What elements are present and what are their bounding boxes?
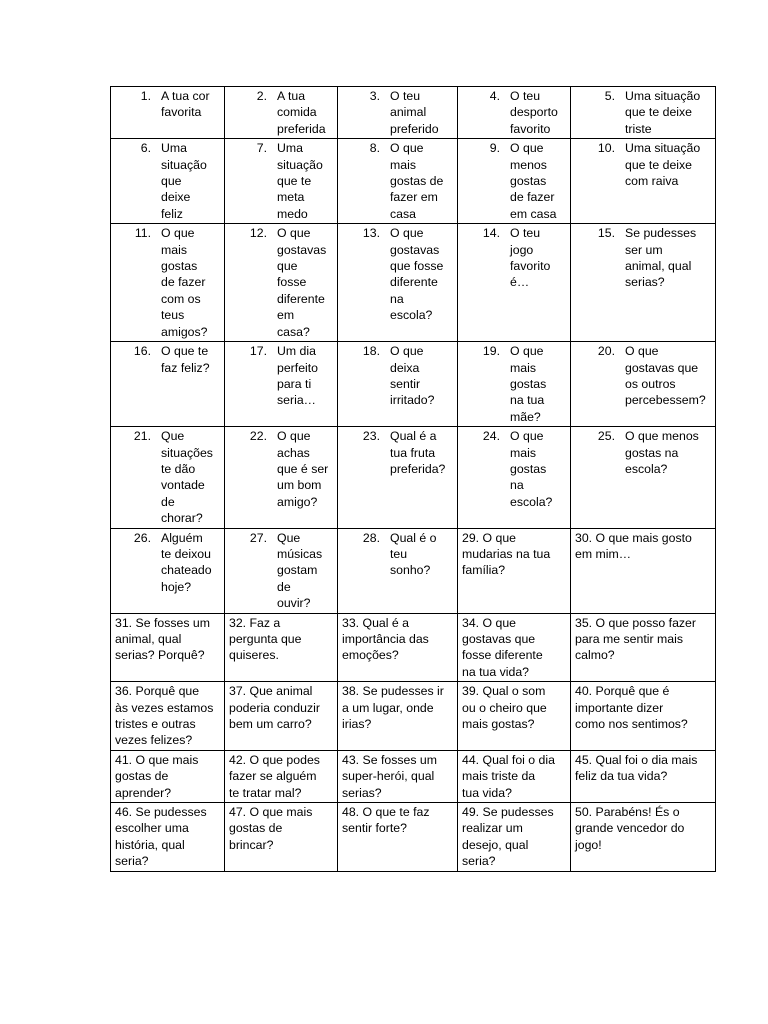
question-cell	[458, 682, 571, 751]
table-row	[111, 528, 716, 613]
table-row	[111, 682, 716, 751]
question-text: O que gostavas que os outros percebessem?	[625, 344, 706, 408]
question-text: O que menos gostas de fazer em casa	[510, 141, 557, 221]
question-text: 46. Se pudesses escolher uma história, qual seria?	[115, 805, 207, 869]
question-cell	[338, 682, 458, 751]
question-cell	[225, 682, 338, 751]
question-cell	[458, 427, 571, 528]
question-text: O que gostavas que fosse diferente em casa?	[277, 226, 327, 339]
question-number: 12.	[249, 226, 267, 241]
question-text: 30. O que mais gosto em mim…	[575, 530, 692, 561]
question-cell	[458, 139, 571, 224]
question-item	[115, 140, 220, 222]
table-row	[111, 342, 716, 427]
question-item	[229, 530, 333, 612]
question-text: 34. O que gostavas que fosse diferente na tua vida?	[462, 615, 543, 679]
question-cell	[225, 342, 338, 427]
question-cell	[458, 87, 571, 139]
question-item	[342, 428, 453, 477]
question-cell	[111, 87, 225, 139]
question-text: 33. Qual é a importância das emoções?	[342, 615, 429, 663]
question-text: Que músicas gostam de ouvir?	[277, 530, 323, 611]
question-text: Qual é a tua fruta preferida?	[390, 429, 446, 476]
question-text: Que situações te dão vontade de chorar?	[161, 429, 213, 526]
question-item	[575, 225, 711, 291]
question-text: A tua cor favorita	[161, 89, 210, 120]
question-cell	[458, 342, 571, 427]
question-text: 35. O que posso fazer para me sentir mais calmo?	[575, 615, 696, 663]
question-item	[462, 428, 566, 510]
question-number: 28.	[362, 530, 380, 545]
table-row	[111, 803, 716, 872]
question-text: Uma situação que te deixe com raiva	[625, 141, 701, 189]
question-text: Um dia perfeito para ti seria…	[277, 344, 319, 408]
question-text: 48. O que te faz sentir forte?	[342, 805, 430, 836]
question-cell	[338, 613, 458, 682]
question-cell	[458, 750, 571, 802]
question-item	[342, 343, 453, 409]
question-text: 40. Porquê que é importante dizer como nos sentimos?	[575, 684, 688, 732]
question-number: 7.	[256, 141, 267, 156]
question-cell	[225, 139, 338, 224]
question-cell	[571, 682, 716, 751]
question-number: 18.	[362, 344, 380, 359]
question-text: O que mais gostas de fazer em casa	[390, 141, 444, 221]
question-item	[462, 140, 566, 222]
question-text: O que te faz feliz?	[161, 344, 210, 375]
questions-table-body	[111, 87, 716, 872]
question-number: 10.	[597, 141, 615, 156]
question-cell	[571, 750, 716, 802]
question-cell	[458, 613, 571, 682]
question-number: 5.	[604, 89, 615, 103]
question-cell	[571, 87, 716, 139]
question-number: 19.	[482, 344, 500, 359]
question-number: 25.	[597, 429, 615, 444]
question-text: 31. Se fosses um animal, qual serias? Porquê?	[115, 615, 211, 663]
questions-table	[110, 86, 716, 872]
question-item	[115, 225, 220, 340]
question-text: 43. Se fosses um super-herói, qual serias?	[342, 752, 438, 800]
question-text: O que deixa sentir irritado?	[390, 344, 435, 408]
question-cell	[338, 427, 458, 528]
question-text: O que mais gostas de fazer com os teus amigos?	[161, 226, 208, 339]
question-cell	[111, 803, 225, 872]
question-cell	[111, 750, 225, 802]
question-cell	[111, 528, 225, 613]
table-row	[111, 87, 716, 139]
question-text: Se pudesses ser um animal, qual serias?	[625, 226, 697, 290]
question-text: Uma situação que te deixe triste	[625, 89, 701, 136]
question-item	[115, 88, 220, 121]
question-number: 1.	[140, 89, 151, 103]
question-text: O que menos gostas na escola?	[625, 429, 699, 476]
question-cell	[111, 427, 225, 528]
table-row	[111, 613, 716, 682]
question-number: 15.	[597, 226, 615, 241]
question-item	[115, 343, 220, 376]
question-text: O que gostavas que fosse diferente na escola?	[390, 226, 444, 323]
question-text: 49. Se pudesses realizar um desejo, qual seria?	[462, 805, 554, 869]
question-cell	[338, 224, 458, 342]
question-number: 23.	[362, 429, 380, 444]
question-number: 11.	[134, 226, 151, 241]
question-item	[229, 140, 333, 222]
question-number: 24.	[482, 429, 500, 444]
question-number: 8.	[369, 141, 380, 156]
question-item	[342, 225, 453, 323]
question-cell	[111, 342, 225, 427]
question-number: 17.	[249, 344, 267, 359]
question-text: 37. Que animal poderia conduzir bem um carro?	[229, 684, 320, 732]
question-cell	[111, 139, 225, 224]
question-cell	[458, 224, 571, 342]
question-item	[575, 428, 711, 477]
question-item	[462, 343, 566, 425]
table-row	[111, 139, 716, 224]
question-text: 39. Qual o som ou o cheiro que mais gostas?	[462, 684, 547, 732]
question-number: 21.	[133, 429, 151, 444]
question-text: 50. Parabéns! És o grande vencedor do jogo!	[575, 805, 685, 852]
question-text: O teu jogo favorito é…	[510, 226, 551, 290]
question-item	[115, 530, 220, 596]
question-item	[115, 428, 220, 526]
question-number: 2.	[256, 89, 267, 103]
question-cell	[458, 528, 571, 613]
question-cell	[338, 342, 458, 427]
question-text: 36. Porquê que às vezes estamos tristes e outras vezes felizes?	[115, 684, 214, 748]
question-text: 29. O que mudarias na tua família?	[462, 530, 551, 578]
question-cell	[571, 427, 716, 528]
question-number: 14.	[482, 226, 500, 241]
question-cell	[225, 528, 338, 613]
question-number: 22.	[249, 429, 267, 444]
question-cell	[338, 803, 458, 872]
question-item	[229, 225, 333, 340]
question-text: O que mais gostas na tua mãe?	[510, 344, 547, 424]
question-item	[229, 428, 333, 510]
question-cell	[571, 139, 716, 224]
question-number: 26.	[133, 530, 151, 545]
question-number: 3.	[369, 89, 380, 103]
question-number: 16.	[133, 344, 151, 359]
question-cell	[111, 682, 225, 751]
question-cell	[571, 342, 716, 427]
question-text: 47. O que mais gostas de brincar?	[229, 805, 313, 852]
table-row	[111, 750, 716, 802]
question-text: Qual é o teu sonho?	[390, 530, 437, 578]
question-text: 38. Se pudesses ir a um lugar, onde irias?	[342, 684, 444, 732]
question-cell	[338, 87, 458, 139]
question-cell	[225, 87, 338, 139]
question-item	[575, 88, 711, 137]
question-cell	[571, 528, 716, 613]
question-number: 6.	[140, 141, 151, 156]
question-text: 41. O que mais gostas de aprender?	[115, 752, 199, 800]
question-item	[342, 88, 453, 137]
question-number: 27.	[249, 530, 267, 545]
question-text: Alguém te deixou chateado hoje?	[161, 530, 212, 594]
question-text: O que mais gostas na escola?	[510, 429, 553, 509]
question-item	[342, 530, 453, 579]
question-cell	[225, 427, 338, 528]
question-cell	[111, 613, 225, 682]
question-item	[342, 140, 453, 222]
question-item	[462, 88, 566, 137]
question-text: O teu desporto favorito	[510, 89, 558, 136]
question-number: 20.	[597, 344, 615, 359]
question-cell	[571, 224, 716, 342]
question-text: O que achas que é ser um bom amigo?	[277, 429, 329, 509]
question-cell	[111, 224, 225, 342]
question-text: A tua comida preferida	[277, 89, 326, 136]
question-cell	[571, 613, 716, 682]
question-item	[462, 225, 566, 291]
question-cell	[225, 750, 338, 802]
question-item	[229, 343, 333, 409]
question-text: O teu animal preferido	[390, 89, 439, 136]
question-cell	[458, 803, 571, 872]
question-text: Uma situação que deixe feliz	[161, 141, 207, 221]
question-cell	[338, 750, 458, 802]
question-cell	[571, 803, 716, 872]
question-text: 44. Qual foi o dia mais triste da tua vida?	[462, 752, 555, 800]
question-cell	[225, 224, 338, 342]
question-item	[575, 140, 711, 189]
question-cell	[225, 613, 338, 682]
question-text: 42. O que podes fazer se alguém te tratar mal?	[229, 752, 320, 800]
question-text: 32. Faz a pergunta que quiseres.	[229, 615, 302, 663]
question-number: 9.	[489, 141, 500, 156]
question-cell	[338, 139, 458, 224]
question-item	[229, 88, 333, 137]
question-number: 13.	[362, 226, 380, 241]
table-row	[111, 224, 716, 342]
question-cell	[338, 528, 458, 613]
table-row	[111, 427, 716, 528]
question-text: 45. Qual foi o dia mais feliz da tua vida?	[575, 752, 698, 784]
question-cell	[225, 803, 338, 872]
question-text: Uma situação que te meta medo	[277, 141, 323, 221]
question-item	[575, 343, 711, 409]
question-number: 4.	[489, 89, 500, 103]
